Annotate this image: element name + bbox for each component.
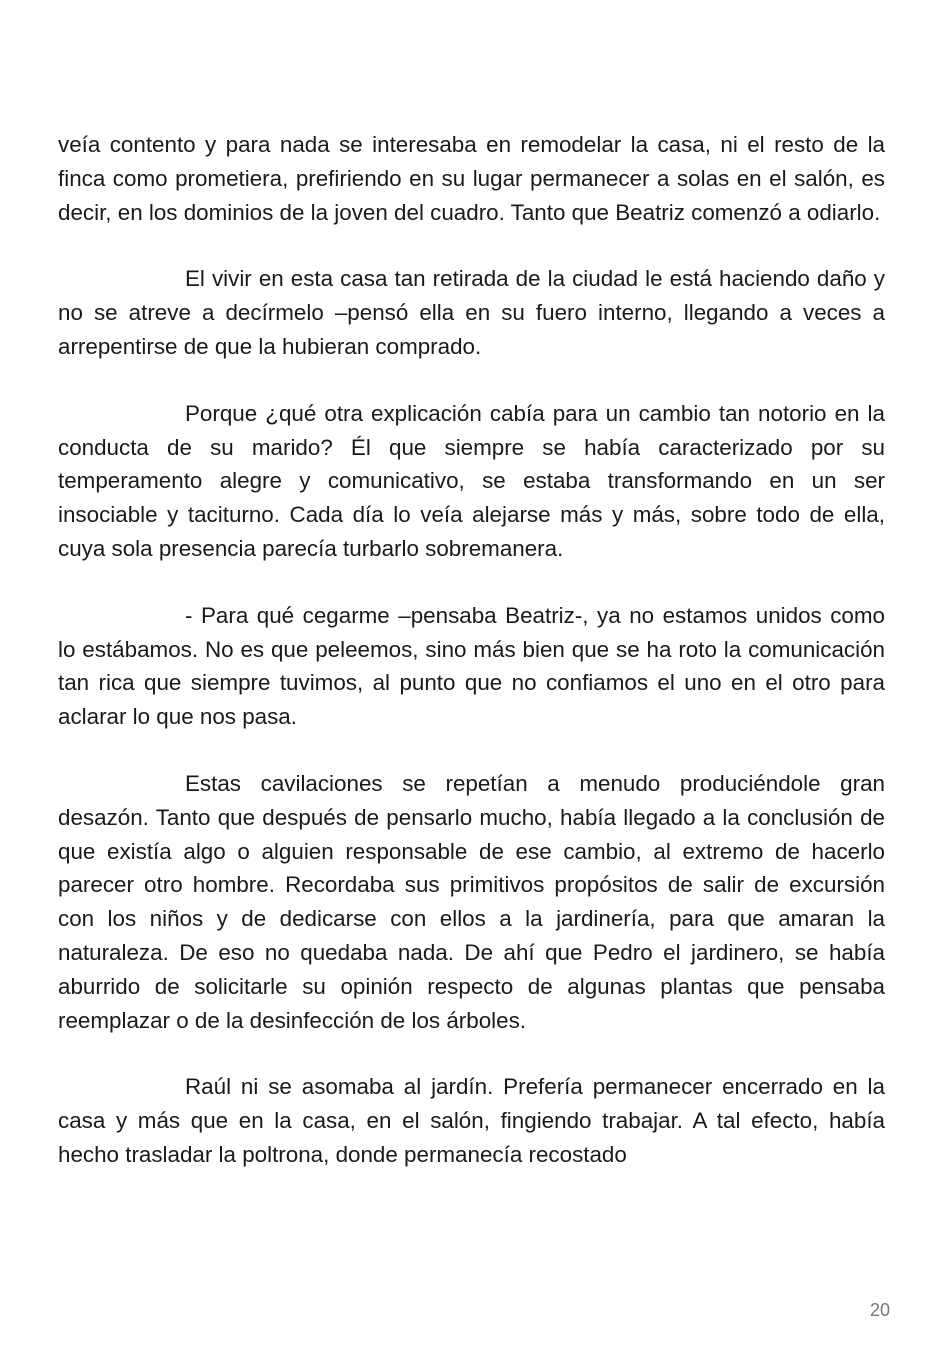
paragraph: Raúl ni se asomaba al jardín. Prefería permanecer encerrado en la casa y más que en la casa, en el salón, fingiendo trabajar. A tal efecto, había hecho trasladar la poltrona, donde permanecía recostado	[58, 1074, 885, 1167]
paragraph: veía contento y para nada se interesaba en remodelar la casa, ni el resto de la finca como prometiera, prefiriendo en su lugar permanecer a solas en el salón, es decir, en los dominios de la joven del cuadro. Tanto que Beatriz comenzó a odiarlo.	[58, 132, 885, 225]
paragraph: - Para qué cegarme –pensaba Beatriz-, ya no estamos unidos como lo estábamos. No es que peleemos, sino más bien que se ha roto la comunicación tan rica que siempre tuvimos, al punto que no confiamos el uno en el otro para aclarar lo que nos pasa.	[58, 602, 885, 730]
paragraph: El vivir en esta casa tan retirada de la ciudad le está haciendo daño y no se atreve a decírmelo –pensó ella en su fuero interno, llegando a veces a arrepentirse de que la hubieran comprado.	[58, 266, 885, 359]
paragraph: Estas cavilaciones se repetían a menudo produciéndole gran desazón. Tanto que después de pensarlo mucho, había llegado a la conclusión de que existía algo o alguien responsable de ese cambio, al extremo de hacerlo parecer otro hombre. Recordaba sus primitivos propósitos de salir de excursión con los niños y de dedicarse con ellos a la jardinería, para que amaran la naturaleza. De eso no quedaba nada. De ahí que Pedro el jardinero, se había aburrido de solicitarle su opinión respecto de algunas plantas que pensaba reemplazar o de la desinfección de los árboles.	[58, 770, 885, 1033]
page-number: 20	[869, 1300, 890, 1320]
paragraph: Porque ¿qué otra explicación cabía para un cambio tan notorio en la conducta de su marido? Él que siempre se había caracterizado por su temperamento alegre y comunicativo, se estaba transformando en un ser insociable y taciturno. Cada día lo veía alejarse más y más, sobre todo de ella, cuya sola presencia parecía turbarlo sobremanera.	[58, 400, 885, 561]
page-body	[58, 128, 885, 1205]
